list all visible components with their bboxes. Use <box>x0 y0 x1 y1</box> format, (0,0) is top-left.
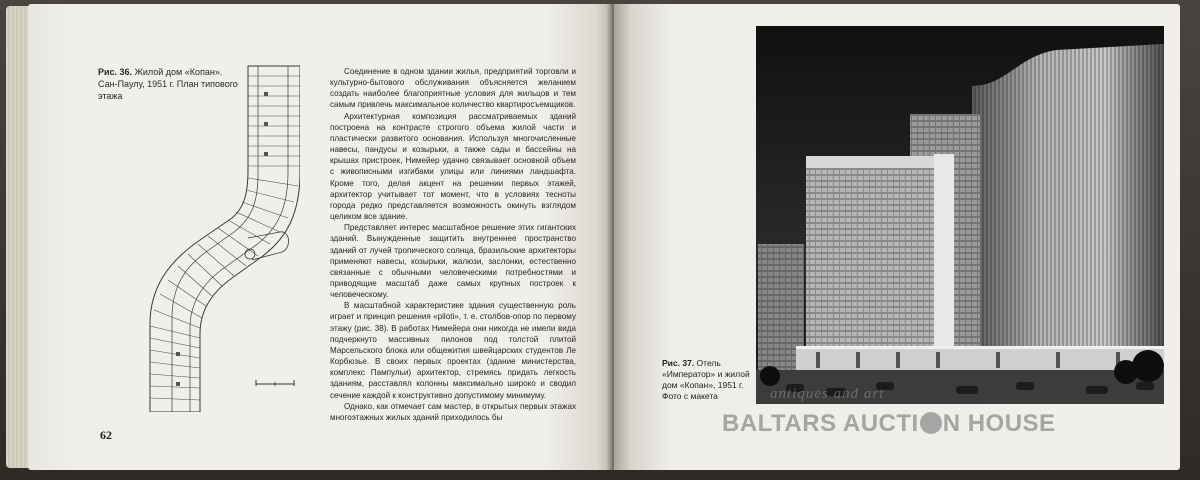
figure-37-caption-text: Отель «Император» и жилой дом «Копан», 1951 г. Фото с макета <box>662 358 750 401</box>
watermark-text-part2: N HOUSE <box>942 410 1056 437</box>
paragraph-1: Соединение в одном здании жилья, предприятий торговли и культурно-бытового обслуживания объясняется желанием создать наиболее благоприятные условия для жильцов и тем самым привлечь максимальное количество квартиросъемщиков. <box>330 67 576 110</box>
figure-37-caption <box>662 358 754 402</box>
paragraph-2: Архитектурная композиция рассматриваемых зданий построена на контрасте строгого объема жилой части и пластически развитого основания. Используя многочисленные навесы, пандусы и козырьки, а также сады и бассейны на крышах пристроек, Нимейер удачно связывает основной объем с живописными изгибами улицы или линиями ландшафта. Кроме того, делая акцент на решении первых этажей, архитектор учитывает тот момент, что в условиях тесноты города редко представляется возможность окинуть взглядом целиком все здание. <box>330 111 576 222</box>
watermark-o-circle-icon <box>920 412 942 434</box>
photo-illustration <box>756 26 1164 404</box>
page-number: 62 <box>100 428 112 442</box>
paragraph-3: Представляет интерес масштабное решение этих гигантских зданий. Вынужденные защитить внутреннее пространство зданий от лучей тропического солнца, бразильские архитекторы применяют навесы, козырьки, жалюзи, заслонки, естественно связанные с обычными человеческими потребностями и приводящие масштаб даже самых крупных построек к человеческому. <box>330 223 576 300</box>
figure-36-caption-text: Жилой дом «Копан». Сан-Паулу, 1951 г. План типового этажа <box>98 67 238 101</box>
building-model-photo <box>756 26 1164 404</box>
paragraph-5: Однако, как отмечает сам мастер, в открытых первых этажах многоэтажных жилых зданий приходилось бы <box>330 401 576 422</box>
main-body-text <box>330 66 576 423</box>
floor-plan-drawing <box>140 62 300 412</box>
watermark-text-part1: BALTARS AUCTI <box>722 410 919 437</box>
watermark-subtitle: antiques and art <box>770 386 885 402</box>
scale-bar-icon <box>254 376 298 388</box>
figure-37-label: Рис. 37. <box>662 358 695 368</box>
watermark-logo <box>722 410 1122 438</box>
figure-36-label: Рис. 36. <box>98 67 133 77</box>
plan-scale-bar <box>254 376 298 388</box>
paragraph-4: В масштабной характеристике здания существенную роль играет и принцип решения «piloti», т. е. столбов-опор по первому этажу (рис. 38). В работах Нимейера они никогда не имели вида подчеркнуто массивных пилонов под толстой плитой Марсельского блока или общежития швейцарских студентов Ле Корбюзье. В своих первых проектах (здание министерства, комплекс Пампульи) архитектор, стремясь придать легкость зданиям, расставлял колонны максимально широко и сводил сечение каждой к конструктивно допустимому минимуму. <box>330 301 576 400</box>
